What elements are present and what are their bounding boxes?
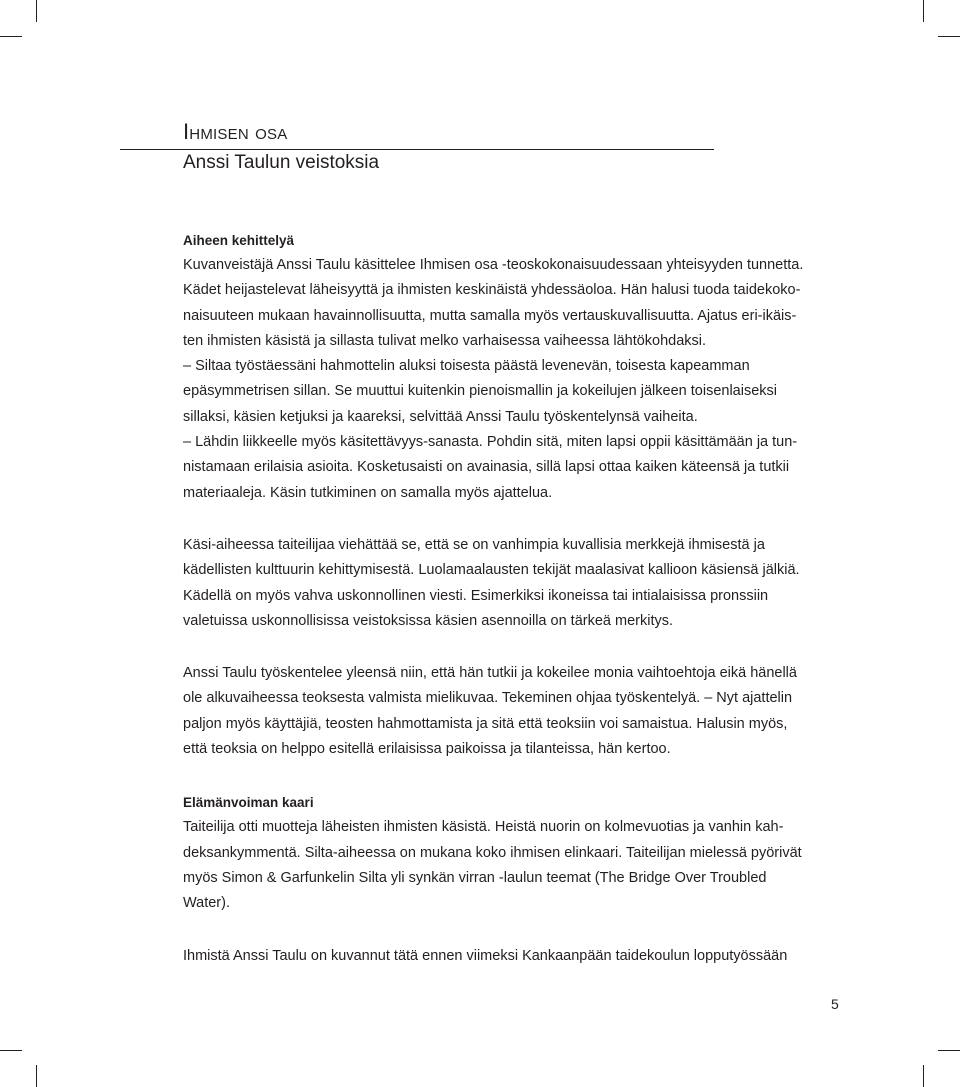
text-line: nistamaan erilaisia asioita. Kosketusaisti on avainasia, sillä lapsi ottaa kaiken käteensä ja tutkii xyxy=(183,459,790,476)
text-line: – Siltaa työstäessäni hahmottelin aluksi toisesta päästä levenevän, toisesta kapeamman xyxy=(183,358,750,375)
text-line: että teoksia on helppo esitellä erilaisissa paikoissa ja tilanteissa, hän kertoo. xyxy=(183,741,671,758)
page-title: Ihmisen osa xyxy=(183,119,288,144)
page-subtitle: Anssi Taulun veistoksia xyxy=(183,152,380,173)
crop-mark-top-left xyxy=(36,0,37,22)
text-line: Käsi-aiheessa taiteilijaa viehättää se, että se on vanhimpia kuvallisia merkkejä ihmisestä ja xyxy=(183,536,765,553)
text-line: ole alkuvaiheessa teoksesta valmista mielikuvaa. Tekeminen ohjaa työskentelyä. – Nyt ajattelin xyxy=(183,690,793,707)
paragraph xyxy=(183,533,843,634)
text-line: sillaksi, käsien ketjuksi ja kaareksi, selvittää Anssi Taulu työskentelynsä vaiheita. xyxy=(183,408,698,425)
text-line: kädellisten kulttuurin kehittymisestä. Luolamaalausten tekijät maalasivat kallioon käsiensä jälkiä. xyxy=(183,562,800,579)
crop-mark-left-top xyxy=(0,36,22,37)
article-body xyxy=(183,232,843,969)
text-line: materiaaleja. Käsin tutkiminen on samalla myös ajattelua. xyxy=(183,484,553,501)
text-line: Ihmistä Anssi Taulu on kuvannut tätä ennen viimeksi Kankaanpään taidekoulun lopputyössään xyxy=(183,947,788,964)
crop-mark-top-right xyxy=(923,0,924,22)
text-line: Kuvanveistäjä Anssi Taulu käsittelee Ihmisen osa -teoskokonaisuudessaan yhteisyyden tunnetta. xyxy=(183,257,804,273)
text-line: naisuuteen mukaan havainnollisuutta, mutta samalla myös vertauskuvallisuutta. Ajatus eri-ikäis- xyxy=(183,307,797,324)
crop-mark-right-top xyxy=(938,36,960,37)
text-line: Kädet heijastelevat läheisyyttä ja ihmisten keskinäistä yhdessäoloa. Hän halusi tuoda taidekoko- xyxy=(183,282,801,299)
text-line: myös Simon & Garfunkelin Silta yli synkän virran -laulun teemat (The Bridge Over Troubled xyxy=(183,869,767,886)
title-block xyxy=(183,118,723,146)
paragraph xyxy=(183,815,843,916)
text-line: Taiteilija otti muotteja läheisten ihmisten käsistä. Heistä nuorin on kolmevuotias ja vanhin kah- xyxy=(183,819,784,836)
text-line: Anssi Taulu työskentelee yleensä niin, että hän tutkii ja kokeilee monia vaihtoehtoja eikä hänellä xyxy=(183,665,797,682)
text-line: Water). xyxy=(183,895,230,912)
text-line: valetuissa uskonnollisissa veistoksissa käsien asennoilla on tärkeä merkitys. xyxy=(183,612,674,629)
page-number: 5 xyxy=(831,996,839,1012)
text-line: paljon myös käyttäjiä, teosten hahmottamista ja sitä että teoksiin voi samaistua. Halusin myös, xyxy=(183,715,788,732)
paragraph xyxy=(183,253,843,506)
crop-mark-bottom-right xyxy=(923,1065,924,1087)
crop-mark-bottom-left xyxy=(36,1065,37,1087)
crop-mark-right-bottom xyxy=(938,1050,960,1051)
paragraph xyxy=(183,944,843,969)
section-heading: Elämänvoiman kaari xyxy=(183,795,314,811)
text-line: – Lähdin liikkeelle myös käsitettävyys-sanasta. Pohdin sitä, miten lapsi oppii käsittämään ja tun- xyxy=(183,434,798,451)
section-heading: Aiheen kehittelyä xyxy=(183,233,295,248)
text-line: epäsymmetrisen sillan. Se muuttui kuitenkin pienoismallin ja kokeilujen jälkeen toisenlaiseksi xyxy=(183,383,777,400)
crop-mark-left-bottom xyxy=(0,1050,22,1051)
text-line: ten ihmisten käsistä ja sillasta tulivat melko varhaisessa vaiheessa lähtökohdaksi. xyxy=(183,332,707,349)
text-line: Kädellä on myös vahva uskonnollinen viesti. Esimerkiksi ikoneissa tai intialaisissa pronssiin xyxy=(183,587,769,604)
paragraph xyxy=(183,661,843,762)
text-line: deksankymmentä. Silta-aiheessa on mukana koko ihmisen elinkaari. Taiteilijan mielessä pyörivät xyxy=(183,844,802,861)
